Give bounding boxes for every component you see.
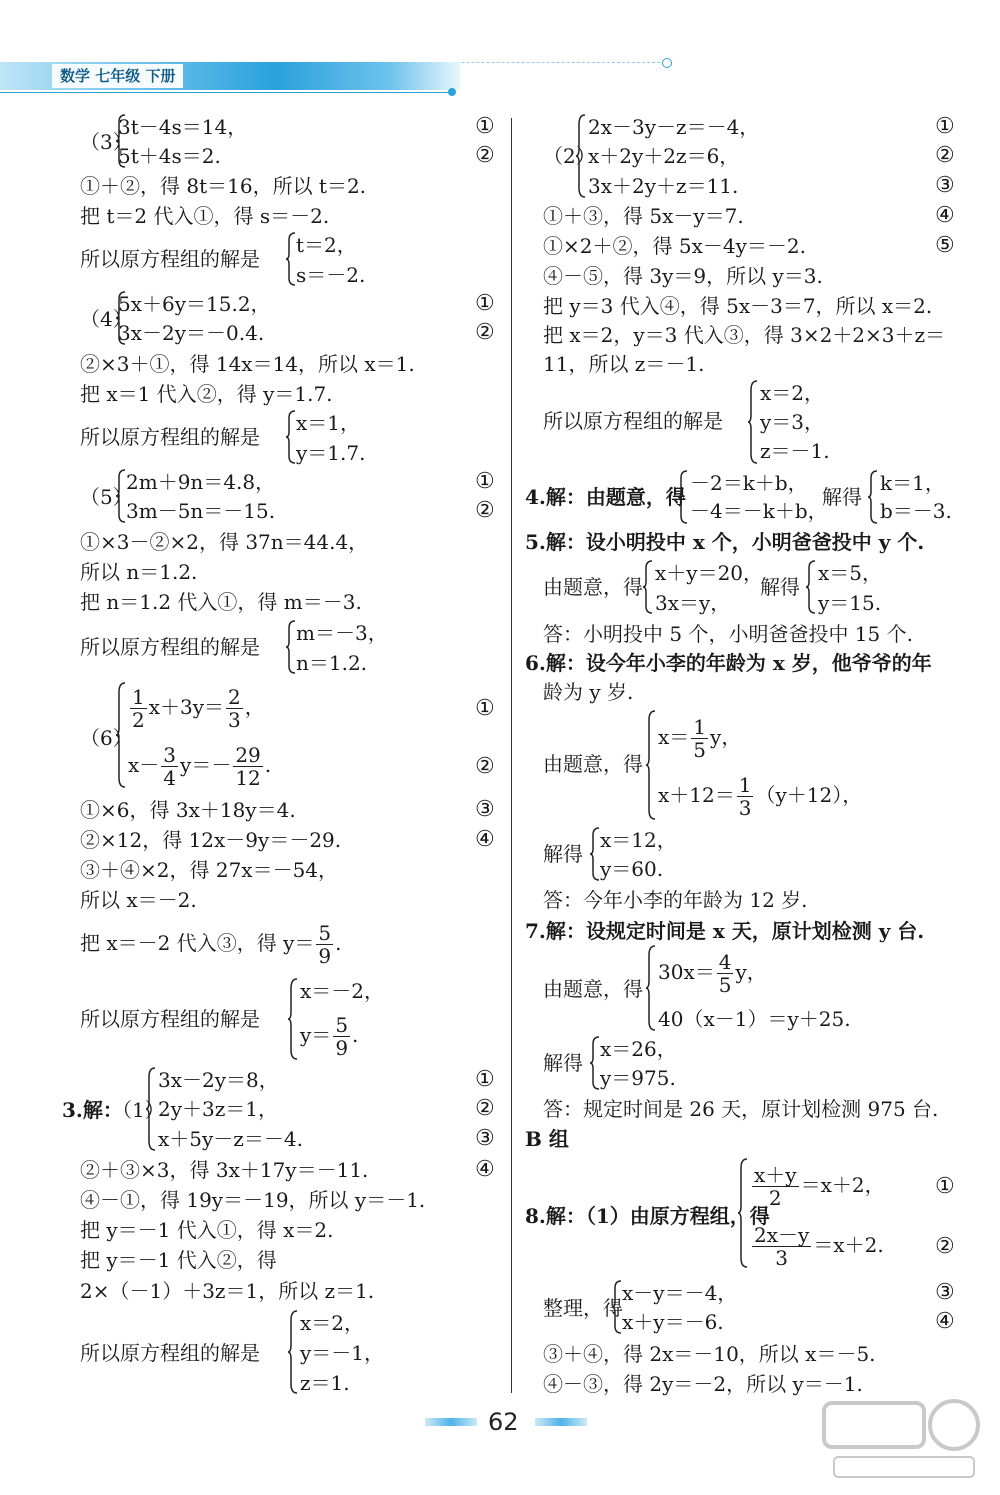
text-line: x＝5， — [818, 561, 883, 585]
eq-text: （y＋12）， — [755, 783, 863, 807]
text-line: ①×2＋②，得 5x－4y＝－2. — [543, 234, 806, 258]
brace — [590, 827, 600, 881]
fraction — [161, 744, 178, 789]
brace — [646, 710, 656, 820]
brace — [288, 1310, 298, 1394]
page-number-decoration — [425, 1418, 477, 1426]
q8-eq1 — [750, 1160, 885, 1210]
text-line: 把 n＝1.2 代入①，得 m＝－3. — [80, 590, 362, 614]
text-line: 由题意，得 — [543, 977, 643, 1001]
brace — [643, 560, 653, 614]
text-line: ②＋③×3，得 3x＋17y＝－11. — [80, 1158, 369, 1182]
denominator: 4 — [163, 766, 177, 790]
watermark-logo — [814, 1385, 984, 1485]
eq-text: y， — [735, 960, 767, 984]
numerator: x＋y — [754, 1163, 797, 1187]
eq-text: x－ — [128, 753, 160, 777]
text-line: ④－③，得 2y＝－2，所以 y＝－1. — [543, 1372, 863, 1396]
text-line: x＝－2， — [300, 979, 385, 1003]
numerator: 29 — [235, 743, 261, 767]
text-line: ①＋②，得 8t＝16，所以 t＝2. — [80, 174, 367, 198]
text-line: 3m－5n＝－15. — [126, 499, 276, 523]
text-line: 由题意，得 — [543, 752, 643, 776]
brace — [806, 560, 816, 614]
equation-number: ① — [935, 1174, 955, 1199]
text-line: t＝2， — [296, 233, 357, 257]
text-line: －2＝k＋b， — [690, 471, 808, 495]
text-line: ②×3＋①，得 14x＝14，所以 x＝1. — [80, 352, 415, 376]
equation-number: ② — [935, 143, 955, 168]
text-line: 所以原方程组的解是 — [80, 1007, 260, 1031]
brace — [288, 978, 298, 1060]
eq-text: 30x＝ — [658, 960, 715, 984]
denominator: 9 — [318, 944, 332, 968]
header-dot-filled — [448, 88, 456, 96]
denominator: 5 — [693, 738, 707, 762]
numerator: 1 — [738, 773, 752, 797]
text-line: k＝1， — [880, 471, 945, 495]
numerator: 5 — [318, 921, 332, 945]
text-line: ④－⑤，得 3y＝9，所以 y＝3. — [543, 264, 823, 288]
text-line: 3x－2y＝8， — [158, 1068, 279, 1092]
text-line: x＋y＝20， — [655, 561, 764, 585]
brace — [116, 469, 126, 523]
text-line: y＝3， — [760, 410, 825, 434]
equation-number: ③ — [935, 1280, 955, 1305]
text-line: 3t－4s＝14， — [118, 115, 248, 139]
text-line: z＝－1. — [760, 439, 830, 463]
part-label-4: （4） — [80, 307, 133, 331]
numerator: 3 — [163, 743, 177, 767]
question-3-label: 3.解： — [62, 1098, 123, 1122]
equation-number: ④ — [475, 1157, 495, 1182]
text-line: ③＋④，得 2x＝－10，所以 x＝－5. — [543, 1342, 876, 1366]
part-label-2: （2） — [543, 144, 596, 168]
eq-text: ＝x＋2， — [800, 1173, 885, 1197]
text-line: x＝2， — [760, 381, 825, 405]
text-line: 解得 — [543, 1051, 583, 1075]
text-line: 2y＋3z＝1， — [158, 1097, 279, 1121]
text-line: 6.解：设今年小李的年龄为 x 岁，他爷爷的年 — [525, 651, 932, 675]
text-line: x＝12， — [600, 828, 677, 852]
brace — [286, 410, 296, 464]
equation-number: ② — [475, 754, 495, 779]
text-line: 4.解：由题意，得 — [525, 485, 686, 509]
text-line: 5.解：设小明投中 x 个，小明爸爸投中 y 个. — [525, 530, 925, 554]
equation-number: ④ — [475, 827, 495, 852]
text-line: 把 t＝2 代入①，得 s＝－2. — [80, 204, 330, 228]
brace — [748, 380, 758, 464]
part-label-6: （6） — [80, 726, 133, 750]
numerator: 4 — [718, 950, 732, 974]
text-line: y＝60. — [600, 857, 664, 881]
equation-number: ④ — [935, 1309, 955, 1334]
brace — [738, 1158, 748, 1268]
text-line: －4＝－k＋b， — [690, 499, 828, 523]
text-line: 所以 x＝－2. — [80, 888, 197, 912]
text-line: 所以原方程组的解是 — [80, 247, 260, 271]
fraction — [316, 922, 333, 967]
equation-number: ① — [935, 114, 955, 139]
text-line: m＝－3， — [296, 621, 388, 645]
text-line: y＝1.7. — [296, 441, 366, 465]
text-line: x－y＝－4， — [622, 1281, 738, 1305]
equation-number: ① — [475, 696, 495, 721]
denominator: 9 — [335, 1036, 349, 1060]
text-line: 所以原方程组的解是 — [80, 425, 260, 449]
fraction — [233, 744, 262, 789]
numerator: 5 — [335, 1013, 349, 1037]
text-line: x＝26， — [600, 1037, 677, 1061]
denominator: 12 — [235, 766, 261, 790]
eq-text: ＝x＋2. — [813, 1233, 884, 1257]
equation-number: ② — [475, 498, 495, 523]
part-label-3: （3） — [80, 130, 133, 154]
text-line: z＝1. — [300, 1371, 350, 1395]
q8-eq2 — [750, 1220, 884, 1270]
denominator: 2 — [768, 1186, 782, 1210]
denominator: 2 — [132, 708, 145, 732]
text-line: ②×12，得 12x－9y＝－29. — [80, 828, 342, 852]
denominator: 5 — [718, 973, 732, 997]
text-line: 40（x－1）＝y＋25. — [658, 1007, 851, 1031]
text-line: ①＋③，得 5x－y＝7. — [543, 204, 744, 228]
text-line: 龄为 y 岁. — [543, 680, 634, 704]
fraction — [717, 951, 734, 996]
text-line: 7.解：设规定时间是 x 天，原计划检测 y 台. — [525, 919, 925, 943]
fraction — [752, 1224, 811, 1269]
eq-text: . — [264, 753, 272, 777]
text-line: x＋5y－z＝－4. — [158, 1127, 303, 1151]
text-line: 3x－2y＝－0.4. — [118, 321, 265, 345]
denominator: 3 — [228, 708, 241, 732]
text-line: 所以原方程组的解是 — [80, 635, 260, 659]
header-title: 数学 七年级 下册 — [52, 64, 183, 88]
eq6-line1 — [128, 682, 265, 732]
text-line: ③＋④×2，得 27x＝－54， — [80, 858, 339, 882]
text-line: y＝975. — [600, 1066, 676, 1090]
text-line: 整理，得 — [543, 1296, 623, 1320]
brace — [116, 291, 126, 345]
numerator: 2 — [228, 685, 241, 709]
q6-eq1 — [658, 712, 741, 762]
text-line: 把 x＝1 代入②，得 y＝1.7. — [80, 382, 333, 406]
text-line: 把 y＝－1 代入②，得 — [80, 1248, 277, 1272]
text-line: y＝－1， — [300, 1341, 385, 1365]
text-line: 3x＋2y＋z＝11. — [588, 174, 739, 198]
text-line: 8.解：（1）由原方程组，得 — [525, 1204, 770, 1228]
fraction — [737, 774, 754, 819]
equation-number: ① — [475, 469, 495, 494]
fraction — [333, 1014, 350, 1059]
text-line: ④－①，得 19y＝－19，所以 y＝－1. — [80, 1188, 426, 1212]
header-dot — [662, 58, 672, 68]
text-line: 把 y＝－1 代入①，得 x＝2. — [80, 1218, 334, 1242]
eq-text: x＝ — [658, 725, 690, 749]
header-underline — [0, 92, 452, 93]
q6-eq2 — [658, 770, 862, 820]
eq-text: y， — [710, 725, 742, 749]
equation-number: ① — [475, 291, 495, 316]
equation-number: ① — [475, 1067, 495, 1092]
text-line: x＝1， — [296, 411, 361, 435]
eq-text: x＋12＝ — [658, 783, 735, 807]
numerator: 2x－y — [754, 1223, 810, 1247]
eq-text: 把 x＝－2 代入③，得 y＝ — [80, 931, 315, 955]
text-line: 2m＋9n＝4.8， — [126, 470, 276, 494]
brace — [612, 1280, 622, 1334]
text-line: x＋y＝－6. — [622, 1310, 724, 1334]
text-line: 所以 n＝1.2. — [80, 560, 198, 584]
text-line: s＝－2. — [296, 263, 366, 287]
brace — [286, 620, 296, 674]
equation-number: ② — [475, 143, 495, 168]
text-line: x＋2y＋2z＝6， — [588, 144, 740, 168]
text-line: 所以原方程组的解是 — [80, 1341, 260, 1365]
eq-text: ， — [244, 695, 265, 719]
text-line: 解得 — [760, 575, 800, 599]
text-line: ①×3－②×2，得 37n＝44.4， — [80, 530, 369, 554]
text-line: 2×（－1）＋3z＝1，所以 z＝1. — [80, 1279, 375, 1303]
brace — [116, 114, 126, 168]
page-number: 62 — [488, 1408, 519, 1436]
brace — [116, 682, 126, 788]
question-3-part: （1） — [112, 1098, 165, 1122]
text-line: n＝1.2. — [296, 651, 368, 675]
equation-number: ② — [475, 1096, 495, 1121]
solution-y: y＝ $\frac{5}{9}$ . — [300, 1013, 359, 1060]
column-divider — [511, 118, 512, 1393]
equation-number: ③ — [935, 173, 955, 198]
q7-eq1 — [658, 947, 767, 997]
text-line: 3x＝y， — [655, 591, 731, 615]
equation-number: ③ — [475, 1126, 495, 1151]
text-line: 5x＋6y＝15.2， — [118, 292, 271, 316]
eq-text: y＝ — [300, 1023, 332, 1047]
fraction — [691, 716, 708, 761]
equation-number: ④ — [935, 203, 955, 228]
brace — [286, 232, 296, 286]
text-line: 把 x＝2，y＝3 代入③，得 3×2＋2×3＋z＝ — [543, 323, 946, 347]
brace — [868, 470, 878, 524]
fraction — [130, 686, 147, 731]
text-line: x＝2， — [300, 1311, 365, 1335]
numerator: 1 — [132, 685, 145, 709]
part-label-5: （5） — [80, 485, 133, 509]
text-line: 11，所以 z＝－1. — [543, 352, 705, 376]
brace — [146, 1067, 156, 1151]
equation-number: ③ — [475, 797, 495, 822]
text-line: b＝－3. — [880, 499, 952, 523]
eq-text: x＋3y＝ — [148, 695, 225, 719]
numerator: 1 — [693, 715, 707, 739]
text-line: 解得 — [543, 842, 583, 866]
eq-text: y＝－ — [180, 753, 232, 777]
substitute-line: 把 x＝－2 代入③，得 y＝ $\frac{5}{9}$ . — [80, 921, 342, 968]
text-line: ①×6，得 3x＋18y＝4. — [80, 798, 296, 822]
brace — [678, 470, 688, 524]
text-line: 解得 — [822, 485, 862, 509]
text-line: 把 y＝3 代入④，得 5x－3＝7，所以 x＝2. — [543, 294, 933, 318]
text-line: 答：小明投中 5 个，小明爸爸投中 15 个. — [543, 622, 913, 646]
brace — [646, 945, 656, 1031]
brace — [576, 114, 586, 198]
denominator: 3 — [738, 796, 752, 820]
text-line: 由题意，得 — [543, 575, 643, 599]
fraction — [752, 1164, 799, 1209]
equation-number: ⑤ — [935, 233, 955, 258]
text-line: 2x－3y－z＝－4， — [588, 115, 760, 139]
text-line: 答：今年小李的年龄为 12 岁. — [543, 888, 808, 912]
text-line: 答：规定时间是 26 天，原计划检测 975 台. — [543, 1097, 939, 1121]
text-line: 所以原方程组的解是 — [543, 409, 723, 433]
eq6-line2 — [128, 740, 271, 790]
equation-number: ② — [935, 1234, 955, 1259]
text-line: 5t＋4s＝2. — [118, 144, 221, 168]
equation-number: ① — [475, 114, 495, 139]
fraction — [226, 686, 243, 731]
equation-number: ② — [475, 320, 495, 345]
text-line: B 组 — [525, 1127, 569, 1151]
text-line: y＝15. — [818, 591, 882, 615]
denominator: 3 — [775, 1246, 789, 1270]
page-number-decoration — [535, 1418, 587, 1426]
brace — [590, 1036, 600, 1090]
